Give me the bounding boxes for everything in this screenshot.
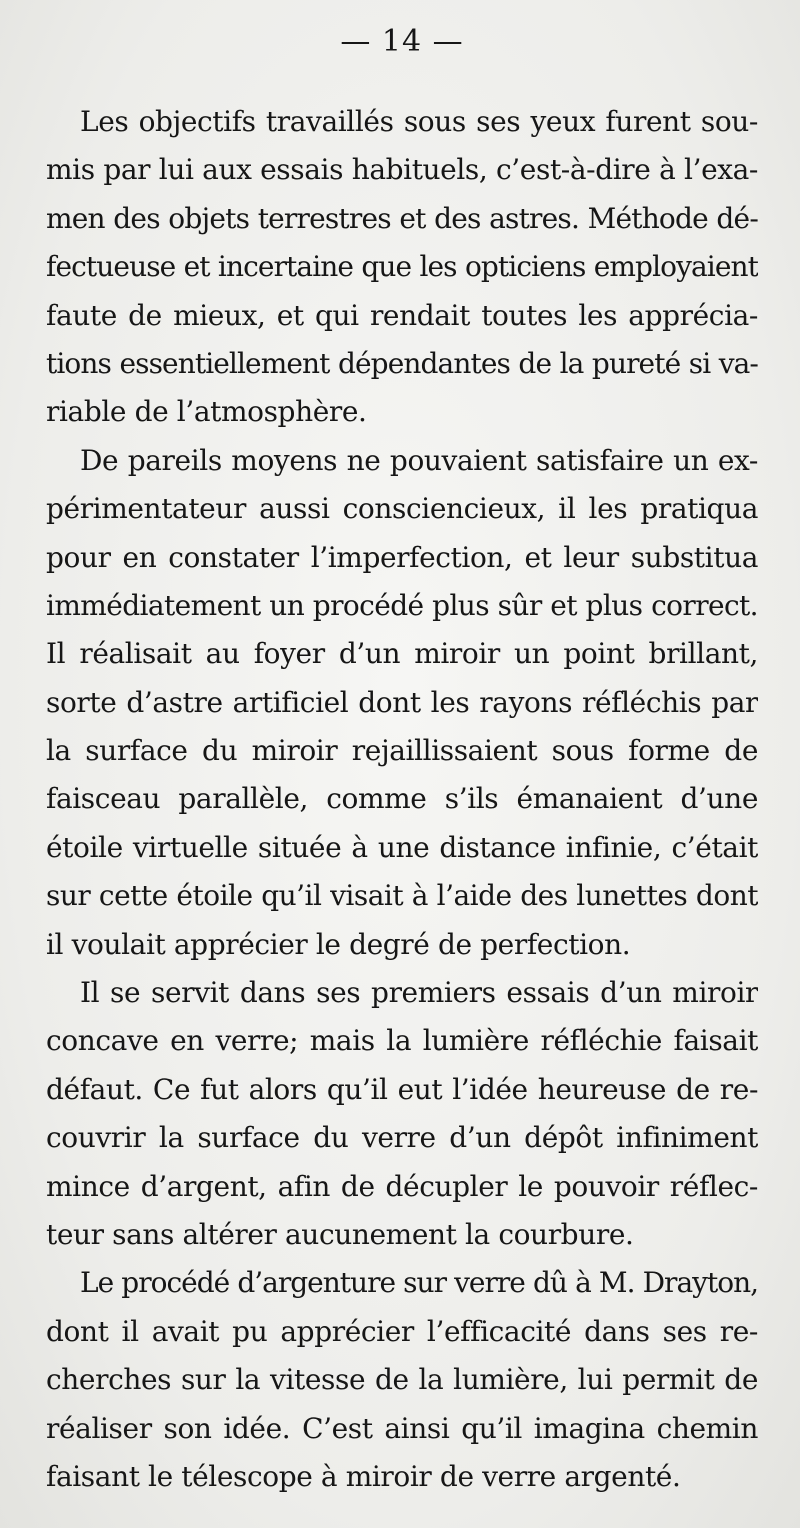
text-line: immédiatement un procédé plus sûr et plus correct.: [46, 588, 758, 622]
text-body: [46, 98, 758, 1501]
paragraph: [46, 1259, 758, 1501]
text-line: sur cette étoile qu’il visait à l’aide des lunettes dont: [46, 879, 758, 913]
text-line: mis par lui aux essais habituels, c’est-à-dire à l’exa-: [46, 153, 758, 187]
text-line: tions essentiellement dépendantes de la pureté si va-: [46, 346, 758, 380]
text-line: Il se servit dans ses premiers essais d’un miroir: [80, 976, 758, 1010]
text-line: men des objets terrestres et des astres. Méthode dé-: [46, 201, 758, 235]
text-line: faute de mieux, et qui rendait toutes les apprécia-: [46, 298, 758, 332]
page-number: — 14 —: [340, 24, 464, 59]
text-line: teur sans altérer aucunement la courbure.: [46, 1217, 634, 1251]
text-line: réaliser son idée. C’est ainsi qu’il imagina chemin: [46, 1411, 758, 1445]
text-line: riable de l’atmosphère.: [46, 395, 367, 429]
text-line: défaut. Ce fut alors qu’il eut l’idée heureuse de re-: [46, 1072, 758, 1106]
text-line: De pareils moyens ne pouvaient satisfaire un ex-: [80, 443, 758, 477]
text-line: il voulait apprécier le degré de perfection.: [46, 927, 631, 961]
text-line: Il réalisait au foyer d’un miroir un point brillant,: [46, 637, 758, 671]
text-line: concave en verre; mais la lumière réfléchie faisait: [46, 1024, 758, 1058]
text-line: étoile virtuelle située à une distance infinie, c’était: [46, 830, 758, 864]
text-line: sorte d’astre artificiel dont les rayons réfléchis par: [46, 685, 758, 719]
text-line: faisant le télescope à miroir de verre argenté.: [46, 1459, 681, 1493]
text-line: fectueuse et incertaine que les opticiens employaient: [46, 250, 758, 284]
text-line: faisceau parallèle, comme s’ils émanaient d’une: [46, 782, 758, 816]
text-line: périmentateur aussi consciencieux, il les pratiqua: [46, 492, 758, 526]
text-line: dont il avait pu apprécier l’efficacité dans ses re-: [46, 1314, 758, 1348]
text-line: cherches sur la vitesse de la lumière, lui permit de: [46, 1363, 758, 1397]
text-line: mince d’argent, afin de décupler le pouvoir réflec-: [46, 1169, 758, 1203]
text-line: Les objectifs travaillés sous ses yeux furent sou-: [80, 105, 758, 138]
paragraph: [46, 437, 758, 969]
text-line: couvrir la surface du verre d’un dépôt infiniment: [46, 1121, 758, 1155]
paragraph: [46, 98, 758, 437]
text-line: la surface du miroir rejaillissaient sous forme de: [46, 734, 758, 768]
text-line: pour en constater l’imperfection, et leur substitua: [46, 540, 758, 574]
text-line: Le procédé d’argenture sur verre dû à M. Drayton,: [80, 1266, 758, 1300]
paragraph: [46, 969, 758, 1259]
